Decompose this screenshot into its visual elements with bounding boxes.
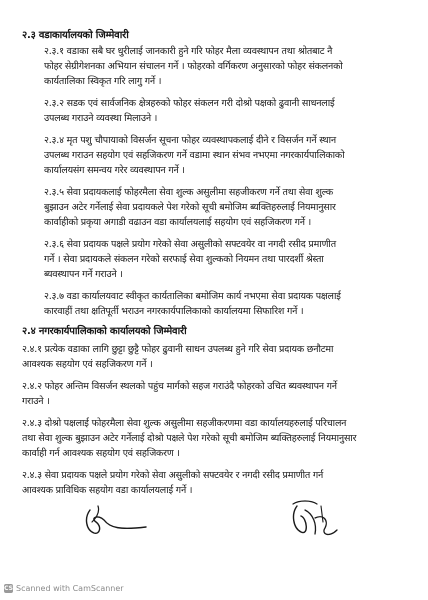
paragraph-line: २.४.३ दोश्रो पक्षलाई फोहरमैला सेवा शुल्क असुलीमा सहजीकरणमा वडा कार्यालयहरुलाई परिचालन: [22, 418, 347, 429]
paragraph-line: २.४.३ सेवा प्रदायक पक्षले प्रयोग गरेको सेवा असुलीको सफ्टवयेर र नगदी रसीद प्रमाणीत गर्न: [22, 470, 324, 481]
paragraph-line: गराउने ।: [22, 396, 50, 407]
paragraph-line: गर्ने । सेवा प्रदायकले संकलन गरेको सरफाई सेवा शुल्कको नियमन तथा पारदर्शी श्रेस्ता: [44, 254, 324, 265]
camscanner-logo-icon: CS: [4, 585, 13, 592]
paragraph-line: बुझाउन अटेर गर्नेलाई सेवा प्रदायकले पेश गरेको सूची बमोजिम ब्यक्तिहरुलाई नियमानुसार: [44, 202, 336, 213]
section-heading-ward-office: २.३ वडाकार्यालयको जिम्मेवारी: [22, 30, 129, 41]
paragraph-line: फोहर सेग्रीगेशनका अभियान संचालन गर्ने । फोहरको वर्गिकरण अनुसारको फोहर संकलनको: [44, 61, 343, 72]
watermark-text: Scanned with CamScanner: [16, 584, 124, 593]
paragraph-line: २.३.२ सडक एवं सार्वजनिक क्षेत्रहरुको फोहर संकलन गरी दोश्रो पक्षको ढुवानी साधनलाई: [44, 98, 335, 109]
paragraph-line: २.३.४ मृत पशु चौपायाको विसर्जन सूचना फोहर व्यवस्थापकलाई दीने र विसर्जन गर्ने स्थान: [44, 135, 336, 146]
paragraph-line: कार्यतालिका स्विकृत गरि लागु गर्ने ।: [44, 76, 162, 87]
paragraph-line: २.३.१ वडाका सबै घर धुरीलाई जानकारी हुने गरि फोहर मैला व्यवस्थापन तथा श्रोतबाट नै: [44, 46, 333, 57]
paragraph-line: २.३.६ सेवा प्रदायक पक्षले प्रयोग गरेको सेवा असुलीको सफ्टवयेर वा नगदी रसीद प्रमाणीत: [44, 239, 336, 250]
paragraph-line: कार्वाहीको प्रकृया अगाडी वढाउन वडा कार्यालयलाई सहयोग एवं सहजिकरण गर्ने ।: [44, 217, 312, 228]
paragraph-line: उपलब्ध गराउन सहयोग एवं सहजिकरण गर्ने वडामा स्थान संभव नभएमा नगरकार्यपालिकाको: [44, 150, 345, 161]
paragraph-line: आवश्यक सहयोग एवं सहजिकरण गर्ने ।: [22, 359, 153, 370]
paragraph-line: २.३.५ सेवा प्रदायकलाई फोहरमैला सेवा शुल्क असुलीमा सहजीकरण गर्ने तथा सेवा शुल्क: [44, 187, 333, 198]
paragraph-line: उपलब्ध गराउने व्यवस्था मिलाउने ।: [44, 113, 158, 124]
paragraph-line: कार्वाही गर्न आवश्यक सहयोग एवं सहजिकरण ।: [22, 448, 180, 459]
scanner-watermark: [4, 584, 124, 593]
paragraph-line: २.४.२ फोहर अन्तिम विसर्जन स्थलको पहुंच मार्गको सहज गराउंदै फोहरको उचित ब्यवस्थापन गर्ने: [22, 381, 337, 392]
paragraph-line: तथा सेवा शुल्क बुझाउन अटेर गर्नेलाई दोश्रो पक्षले पेश गरेको सूची बमोजिम ब्यक्तिहरुलाई नियमानुसार: [22, 433, 357, 444]
signature-left: [80, 500, 150, 540]
paragraph-line: २.४.१ प्रत्येक वडाका लागि छुट्टा छुट्टै फोहर ढुवानी साधन उपलब्ध हुने गरि सेवा प्रदायक छनौटमा: [22, 344, 334, 355]
paragraph-line: कार्यालयसंग समन्वय गरेर व्यवस्थापन गर्ने ।: [44, 165, 185, 176]
paragraph-line: कारवाहीं तथा क्षतिपूर्ती भराउन नगरकार्यपालिकाको कार्यालयमा सिफारिश गर्ने ।: [44, 306, 304, 317]
signature-right: [285, 496, 345, 544]
paragraph-line: आवश्यक प्राविधिक सहयोग वडा कार्यालयलाई गर्ने ।: [22, 485, 193, 496]
section-heading-municipal-office: २.४ नगरकार्यपालिकाको कार्यालयको जिम्मेवारी: [22, 326, 187, 337]
paragraph-line: ब्यवस्थापन गर्ने गराउने ।: [44, 269, 123, 280]
paragraph-line: २.३.७ वडा कार्यालयवाट स्वीकृत कार्यतालिका बमोजिम कार्य नभएमा सेवा प्रदायक पक्षलाई: [44, 291, 341, 302]
